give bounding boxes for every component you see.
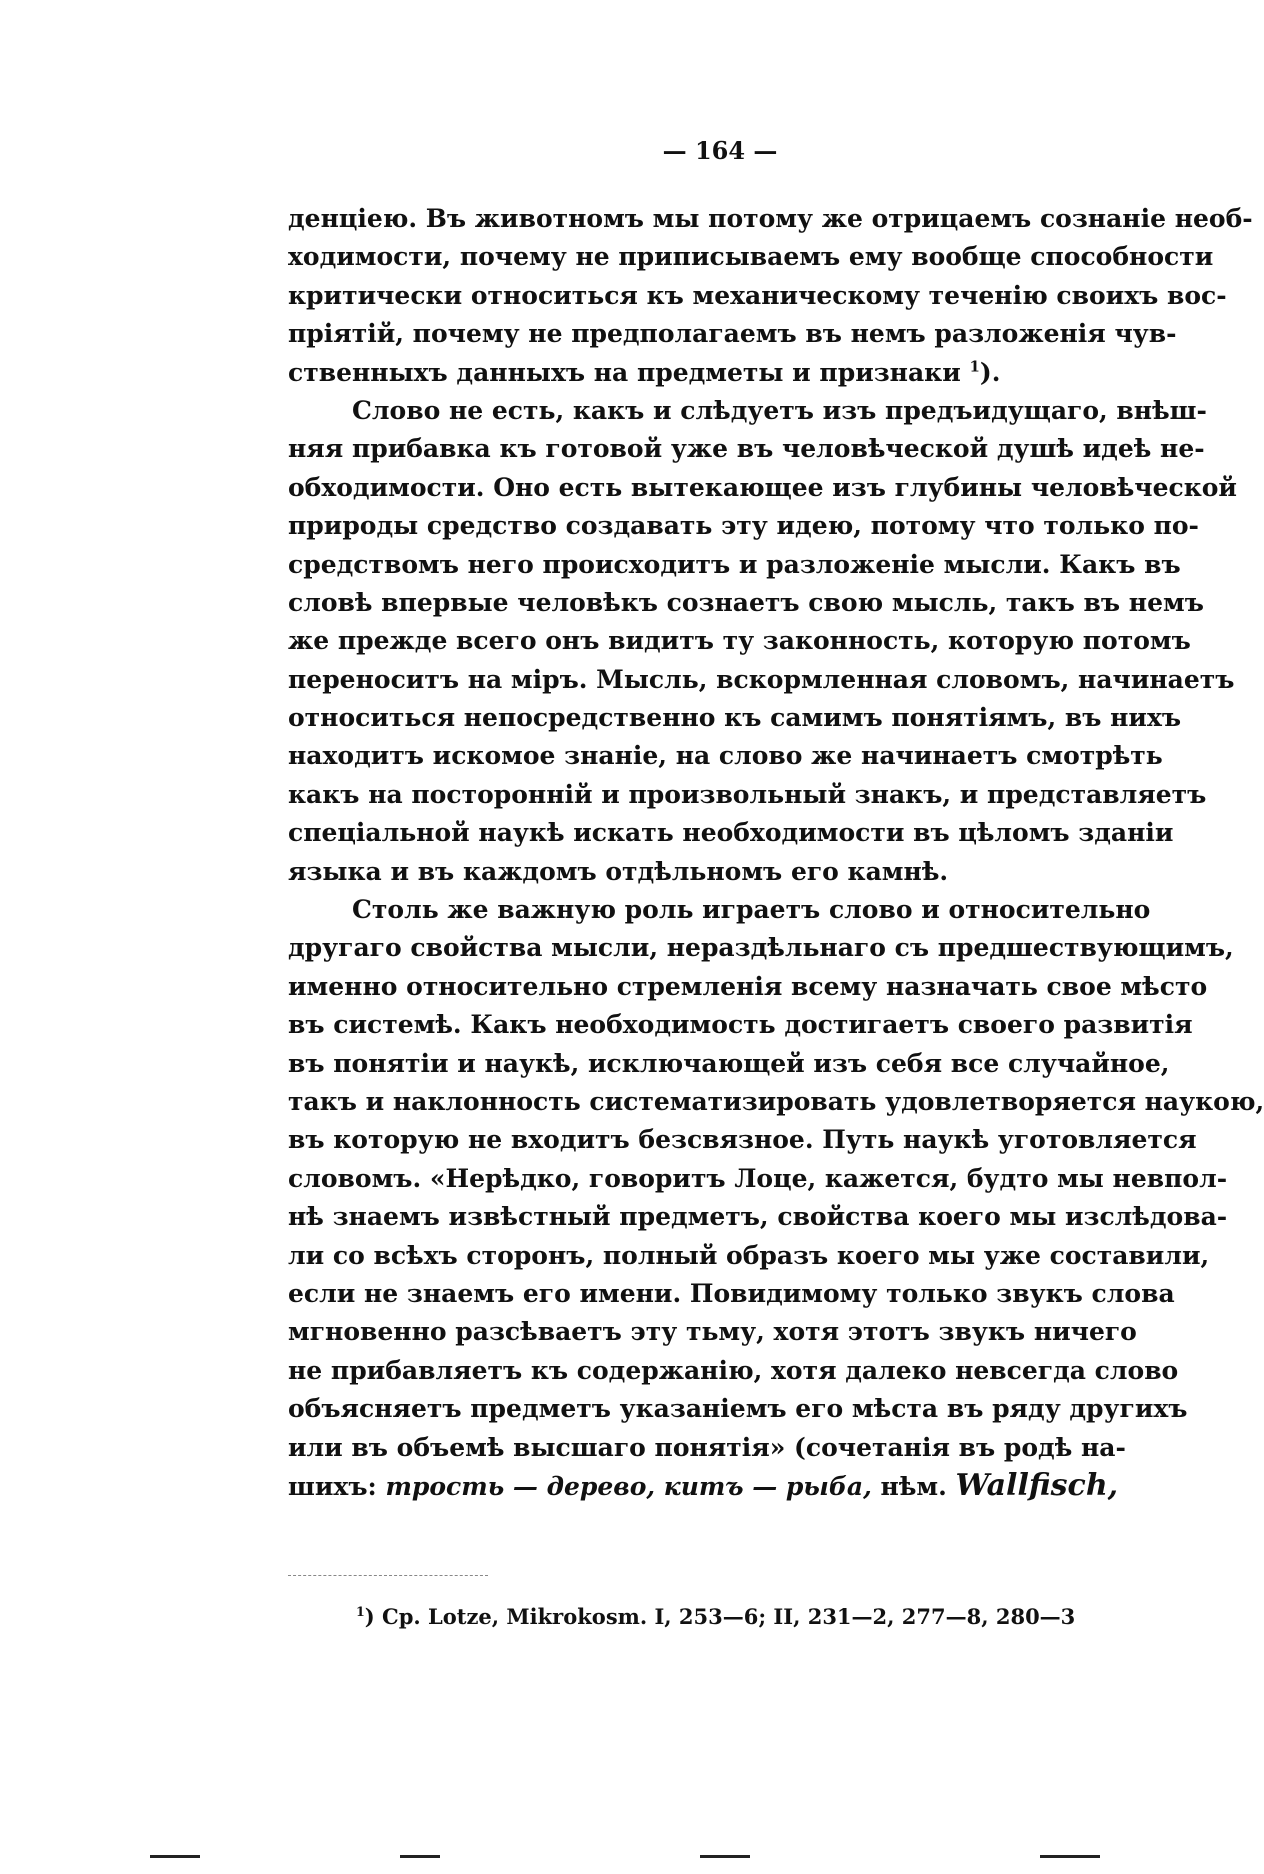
line-mid: нѣм. bbox=[871, 1471, 956, 1501]
text-line: ли со всѣхъ сторонъ, полный образъ коего мы уже составили, bbox=[288, 1240, 1210, 1270]
line-start: шихъ: bbox=[288, 1471, 386, 1501]
scan-edge-mark bbox=[1040, 1855, 1100, 1858]
footnote-separator bbox=[288, 1575, 488, 1576]
wallfisch-word: Wallfisch, bbox=[955, 1467, 1119, 1503]
text-line: въ понятіи и наукѣ, исключающей изъ себя все случайное, bbox=[288, 1048, 1170, 1078]
text-line: няя прибавка къ готовой уже въ человѣческой душѣ идеѣ не- bbox=[288, 434, 1205, 464]
text-line: переноситъ на міръ. Мысль, вскормленная словомъ, начинаетъ bbox=[288, 664, 1235, 694]
italic-example: трость — дерево, китъ — рыба, bbox=[385, 1471, 872, 1501]
text-line: именно относительно стремленія всему назначать свое мѣсто bbox=[288, 971, 1208, 1001]
text-line: объясняетъ предметъ указаніемъ его мѣста въ ряду другихъ bbox=[288, 1394, 1188, 1424]
scan-edge-mark bbox=[700, 1855, 750, 1858]
footnote-text: ) Cp. Lotze, Mikrokosm. I, 253—6; II, 231—2, 277—8, 280—3 bbox=[364, 1604, 1076, 1629]
text-line: въ системѣ. Какъ необходимость достигаетъ своего развитія bbox=[288, 1010, 1193, 1040]
text-line: такъ и наклонность систематизировать удовлетворяется наукою, bbox=[288, 1086, 1264, 1116]
text-line: относиться непосредственно къ самимъ понятіямъ, въ нихъ bbox=[288, 703, 1182, 733]
footnote bbox=[356, 1604, 1075, 1629]
text-line: если не знаемъ его имени. Повидимому только звукъ слова bbox=[288, 1278, 1175, 1308]
text-line: же прежде всего онъ видитъ ту законность, которую потомъ bbox=[288, 626, 1191, 656]
text-line: средствомъ него происходитъ и разложеніе мысли. Какъ въ bbox=[288, 549, 1181, 579]
page-number: — 164 — bbox=[662, 136, 778, 165]
body-text bbox=[288, 200, 1264, 1505]
text-line: пріятій, почему не предполагаемъ въ немъ разложенія чув- bbox=[288, 319, 1177, 349]
paragraph-3 bbox=[288, 891, 1264, 1467]
line-end: ). bbox=[979, 357, 1001, 387]
text-line: природы средство создавать эту идею, потому что только по- bbox=[288, 511, 1199, 541]
footnote-reference[interactable]: 1 bbox=[969, 357, 980, 376]
text-line: критически относиться къ механическому теченію своихъ вос- bbox=[288, 280, 1227, 310]
text-line: языка и въ каждомъ отдѣльномъ его камнѣ. bbox=[288, 856, 949, 886]
text-line: денціею. Въ животномъ мы потому же отрицаемъ сознаніе необ- bbox=[288, 204, 1253, 233]
text-line: спеціальной наукѣ искать необходимости въ цѣломъ зданіи bbox=[288, 818, 1174, 848]
text-line: Слово не есть, какъ и слѣдуетъ изъ предъидущаго, внѣш- bbox=[352, 395, 1207, 425]
text-line: не прибавляетъ къ содержанію, хотя далеко невсегда слово bbox=[288, 1355, 1179, 1385]
paragraph-3-last-line bbox=[288, 1467, 1119, 1505]
line-text: ственныхъ данныхъ на предметы и признаки bbox=[288, 357, 970, 387]
text-line: или въ объемѣ высшаго понятія» (сочетанія въ родѣ на- bbox=[288, 1432, 1126, 1462]
text-line: словѣ впервые человѣкъ сознаетъ свою мысль, такъ въ немъ bbox=[288, 587, 1204, 617]
text-line: Столь же важную роль играетъ слово и относительно bbox=[352, 895, 1151, 925]
paragraph-2 bbox=[288, 392, 1237, 891]
footnote-marker: 1 bbox=[356, 1604, 365, 1619]
text-line: словомъ. «Нерѣдко, говоритъ Лоце, кажется, будто мы невпол- bbox=[288, 1163, 1228, 1193]
paragraph-1 bbox=[288, 200, 1253, 354]
scan-edge-mark bbox=[400, 1855, 440, 1858]
text-line: въ которую не входитъ безсвязное. Путь наукѣ уготовляется bbox=[288, 1125, 1197, 1155]
text-line: находитъ искомое знаніе, на слово же начинаетъ смотрѣть bbox=[288, 741, 1163, 771]
text-line: ходимости, почему не приписываемъ ему вообще способности bbox=[288, 242, 1214, 272]
paragraph-1-last-line bbox=[288, 354, 1106, 392]
text-line: обходимости. Оно есть вытекающее изъ глубины человѣческой bbox=[288, 472, 1237, 502]
text-line: какъ на посторонній и произвольный знакъ, и представляетъ bbox=[288, 779, 1207, 809]
text-line: другаго свойства мысли, нераздѣльнаго съ предшествующимъ, bbox=[288, 933, 1234, 963]
text-line: нѣ знаемъ извѣстный предметъ, свойства коего мы изслѣдова- bbox=[288, 1202, 1228, 1232]
text-line: мгновенно разсѣваетъ эту тьму, хотя этотъ звукъ ничего bbox=[288, 1317, 1137, 1347]
scan-edge-mark bbox=[150, 1855, 200, 1858]
